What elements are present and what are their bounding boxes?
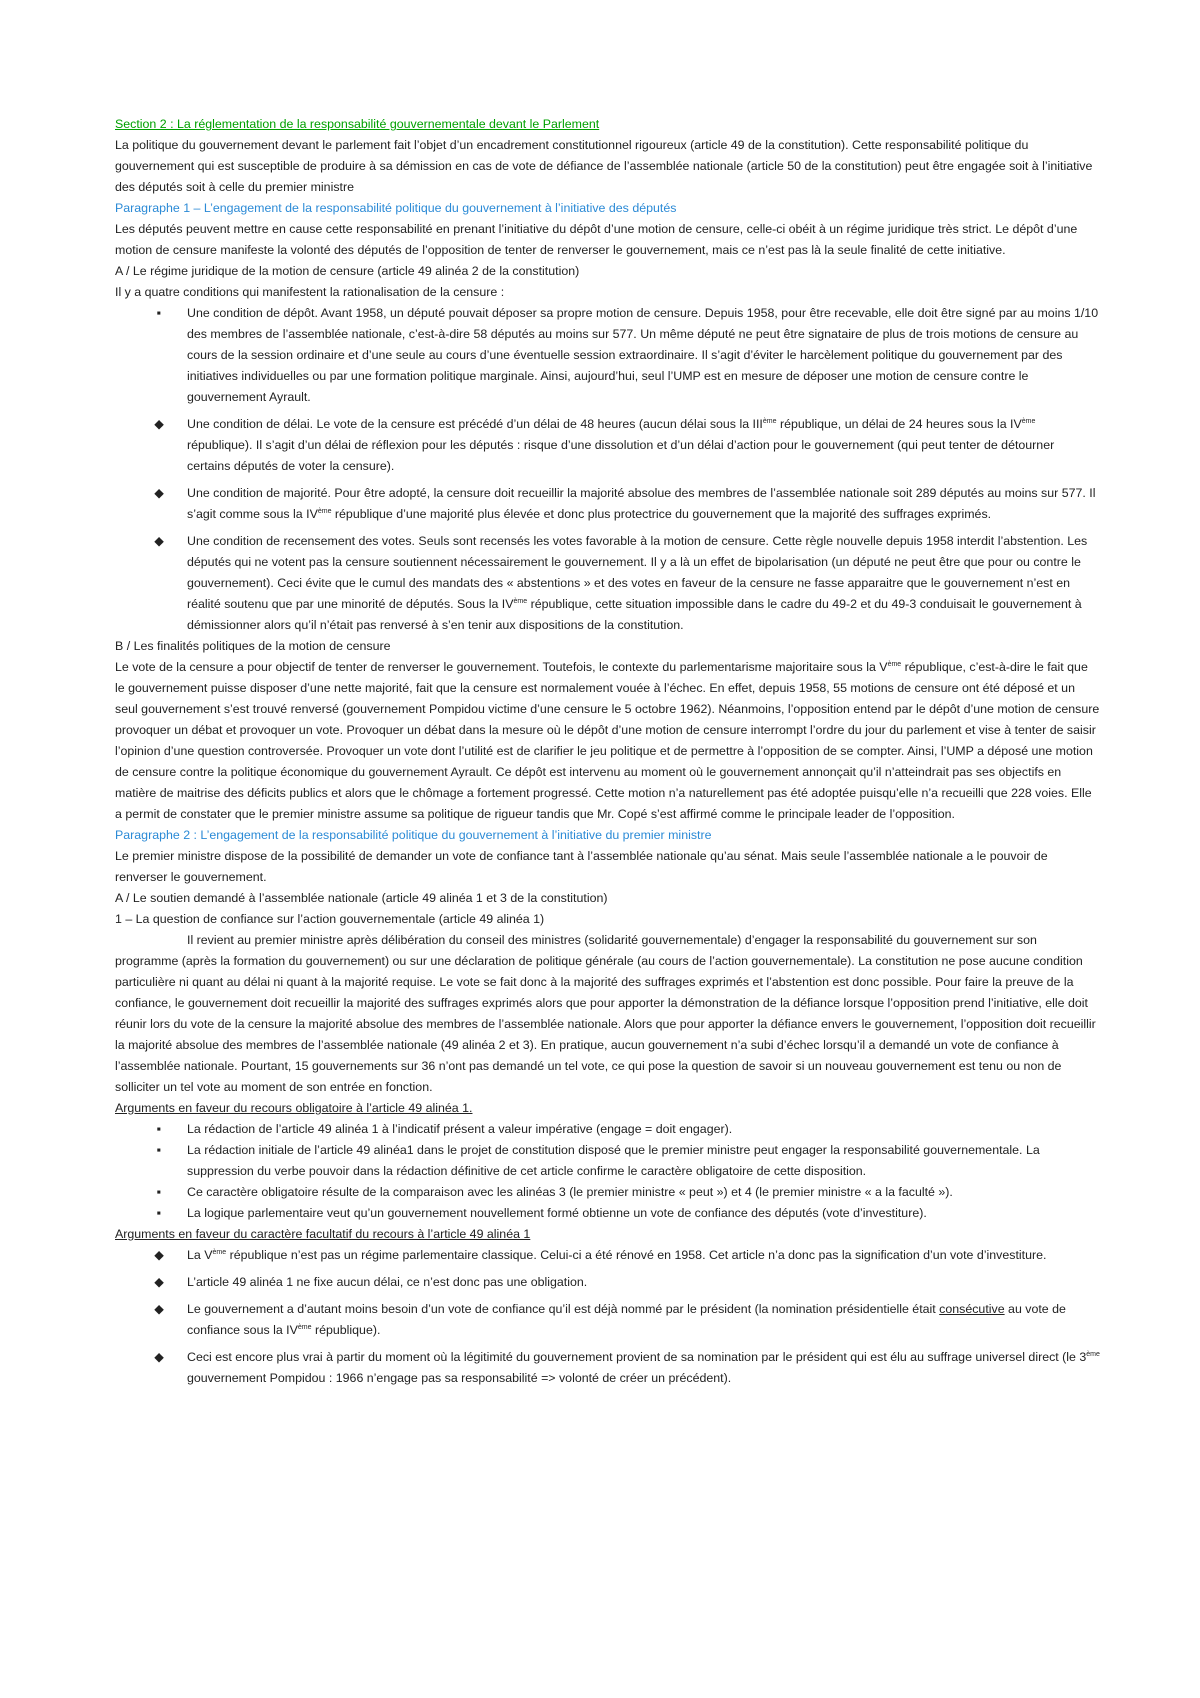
square-bullet-icon: ▪ (156, 1143, 162, 1157)
list-item: ◆ Une condition de délai. Le vote de la censure est précédé d’un délai de 48 heures (aucun délai sous la IIIème république, un délai de 24 heures sous la IVème république). Il s’agit d’un délai de réflexion pour les députés : risque d’une dissolution et d’un délai d’action pour le gouvernement (qui peut tenter de détourner certains députés de voter la censure). (187, 414, 1100, 477)
list-item: ◆ Une condition de recensement des votes. Seuls sont recensés les votes favorable à la motion de censure. Cette règle nouvelle depuis 1958 interdit l’abstention. Les députés qui ne votent pas la censure soutiennent nécessairement le gouvernement. Il y a là un effet de bipolarisation (un député ne peut être que pour ou contre le gouvernement). Ceci évite que le cumul des mandats des « abstentions » et des votes en faveur de la censure ne fasse apparaitre que le gouvernement n’est en réalité soutenu que par une minorité de députés. Sous la IVème république, cette situation impossible dans le cadre du 49-2 et du 49-3 conduisait le gouvernement à démissionner alors qu’il n’était pas renversé à s’en tenir aux dispositions de la constitution. (187, 531, 1100, 636)
diamond-bullet-icon: ◆ (154, 1248, 164, 1262)
paragraph-1-text: Les députés peuvent mettre en cause cette responsabilité en prenant l’initiative du dépôt d’une motion de censure, celle-ci obéit à un régime juridique très strict. Le dépôt d’une motion de censure manifeste la volonté des députés de l’opposition de tenter de renverser le gouvernement, mais ce n’est pas là la seule finalité de cette initiative. (115, 222, 1078, 257)
list-item: ▪ Une condition de dépôt. Avant 1958, un député pouvait déposer sa propre motion de censure. Depuis 1958, pour être recevable, elle doit être signé par au moins 1/10 des membres de l’assemblée nationale, c’est-à-dire 58 députés au moins sur 577. Un même député ne peut être signataire de plus de trois motions de censure au cours de la session ordinaire et d’une seule au cours d’une éventuelle session extraordinaire. Il s’agit d’éviter le harcèlement politique du gouvernement par des initiatives individuelles ou par une formation politique marginale. Ainsi, aujourd’hui, seul l’UMP est en mesure de déposer une motion de censure contre le gouvernement Ayrault. (187, 303, 1100, 408)
heading-b-finalites: B / Les finalités politiques de la motion de censure (115, 639, 391, 653)
args-facultatif-list (115, 1245, 1100, 1389)
list-item: ◆ Le gouvernement a d’autant moins besoin d’un vote de confiance qu’il est déjà nommé par le président (la nomination présidentielle était consécutive au vote de confiance sous la IVème république). (187, 1299, 1100, 1341)
question-confiance-paragraph: Il revient au premier ministre après délibération du conseil des ministres (solidarité gouvernementale) d’engager la responsabilité du gouvernement sur son programme (après la formation du gouvernement) ou sur une déclaration de politique générale (au cours de l’action gouvernementale). La constitution ne pose aucune condition particulière ni quant au délai ni quant à la majorité requise. Le vote se fait donc à la majorité des suffrages exprimés et l’abstention est donc possible. Pour faire la preuve de la confiance, le gouvernement doit recueillir la majorité des suffrages exprimés alors que pour apporter la démonstration de la défiance lorsque l’opposition prend l’initiative, elle doit réunir lors du vote de la censure la majorité absolue des membres de l’assemblée nationale. Alors que pour apporter la défiance envers le gouvernement, l’opposition doit recueillir la majorité absolue des membres de l’assemblée nationale (49 alinéa 2 et 3). En pratique, aucun gouvernement n’a subi d’échec lorsqu’il a demandé un vote de confiance à l’assemblée nationale. Pourtant, 15 gouvernements sur 36 n’ont pas demandé un tel vote, ce qui pose la question de savoir si un nouveau gouvernement est tenu ou non de solliciter un tel vote au moment de son entrée en fonction. (115, 933, 1096, 1094)
diamond-bullet-icon: ◆ (154, 1350, 164, 1364)
args-obligatoire-list (115, 1119, 1100, 1224)
list-item: ▪ La logique parlementaire veut qu’un gouvernement nouvellement formé obtienne un vote de confiance des députés (vote d’investiture). (187, 1203, 1100, 1224)
section-title: Section 2 : La réglementation de la responsabilité gouvernementale devant le Parlement (115, 117, 600, 131)
square-bullet-icon: ▪ (156, 1122, 162, 1136)
args-facultatif-heading: Arguments en faveur du caractère facultatif du recours à l’article 49 alinéa 1 (115, 1227, 531, 1241)
square-bullet-icon: ▪ (156, 1206, 162, 1220)
paragraph-1-title: Paragraphe 1 – L’engagement de la responsabilité politique du gouvernement à l’initiative des députés (115, 201, 677, 215)
list-item: ◆ La Vème république n’est pas un régime parlementaire classique. Celui-ci a été rénové en 1958. Cet article n’a donc pas la signification d’un vote d’investiture. (187, 1245, 1100, 1266)
conditions-intro: Il y a quatre conditions qui manifestent la rationalisation de la censure : (115, 285, 505, 299)
heading-a-soutien: A / Le soutien demandé à l’assemblée nationale (article 49 alinéa 1 et 3 de la constitution) (115, 891, 608, 905)
list-item: ▪ La rédaction de l’article 49 alinéa 1 à l’indicatif présent a valeur impérative (engage = doit engager). (187, 1119, 1100, 1140)
finalites-paragraph: Le vote de la censure a pour objectif de tenter de renverser le gouvernement. Toutefois, le contexte du parlementarisme majoritaire sous la Vème république, c’est-à-dire le fait que le gouvernement puisse disposer d’une nette majorité, fait que la censure est normalement vouée à l’échec. En effet, depuis 1958, 55 motions de censure ont été déposé et un seul gouvernement s’est trouvé renversé (gouvernement Pompidou victime d’une censure le 5 octobre 1962). Néanmoins, l’opposition entend par le dépôt d’une motion de censure provoquer un débat et provoquer un vote. Provoquer un débat dans la mesure où le dépôt d’une motion de censure interrompt l’ordre du jour du parlement et vise à tenter de saisir l’opinion d’une question controversée. Provoquer un vote dont l’utilité est de clarifier le jeu politique et de permettre à l’opposition de se compter. Ainsi, l’UMP a déposé une motion de censure contre la politique économique du gouvernement Ayrault. Ce dépôt est intervenu au moment où le gouvernement annonçait qu’il n’atteindrait pas ses objectifs en matière de maitrise des déficits publics et alors que le chômage a fortement progressé. Cette motion n’a naturellement pas été adoptée puisqu’elle n’a recueilli que 228 voies. Elle a permit de constater que le premier ministre assume sa politique de rigueur tandis que Mr. Copé s’est affirmé comme le principale leader de l’opposition. (115, 660, 1100, 821)
list-item: ◆ Ceci est encore plus vrai à partir du moment où la légitimité du gouvernement provient de sa nomination par le président qui est élu au suffrage universel direct (le 3ème gouvernement Pompidou : 1966 n’engage pas sa responsabilité => volonté de créer un précédent). (187, 1347, 1100, 1389)
diamond-bullet-icon: ◆ (154, 417, 164, 431)
conditions-list (115, 303, 1100, 636)
heading-a-regime: A / Le régime juridique de la motion de censure (article 49 alinéa 2 de la constitution) (115, 264, 580, 278)
paragraph-2-text: Le premier ministre dispose de la possibilité de demander un vote de confiance tant à l’assemblée nationale qu’au sénat. Mais seule l’assemblée nationale a le pouvoir de renverser le gouvernement. (115, 849, 1048, 884)
heading-1-question: 1 – La question de confiance sur l’action gouvernementale (article 49 alinéa 1) (115, 912, 545, 926)
square-bullet-icon: ▪ (156, 1185, 162, 1199)
list-item: ◆ L’article 49 alinéa 1 ne fixe aucun délai, ce n’est donc pas une obligation. (187, 1272, 1100, 1293)
square-bullet-icon: ▪ (156, 306, 162, 320)
diamond-bullet-icon: ◆ (154, 1275, 164, 1289)
diamond-bullet-icon: ◆ (154, 1302, 164, 1316)
diamond-bullet-icon: ◆ (154, 534, 164, 548)
list-item: ▪ La rédaction initiale de l’article 49 alinéa1 dans le projet de constitution disposé que le premier ministre peut engager la responsabilité gouvernementale. La suppression du verbe pouvoir dans la rédaction définitive de cet article confirme le caractère obligatoire de cette disposition. (187, 1140, 1100, 1182)
list-item: ◆ Une condition de majorité. Pour être adopté, la censure doit recueillir la majorité absolue des membres de l’assemblée nationale soit 289 députés au moins sur 577. Il s’agit comme sous la IVème république d’une majorité plus élevée et donc plus protectrice du gouvernement que la majorité des suffrages exprimés. (187, 483, 1100, 525)
args-obligatoire-heading: Arguments en faveur du recours obligatoire à l’article 49 alinéa 1. (115, 1101, 473, 1115)
intro-paragraph: La politique du gouvernement devant le parlement fait l’objet d’un encadrement constitutionnel rigoureux (article 49 de la constitution). Cette responsabilité politique du gouvernement qui est susceptible de produire à sa démission en cas de vote de défiance de l’assemblée nationale (article 50 de la constitution) peut être engagée soit à l’initiative des députés soit à celle du premier ministre (115, 138, 1093, 194)
diamond-bullet-icon: ◆ (154, 486, 164, 500)
document-page (115, 114, 1100, 1395)
list-item: ▪ Ce caractère obligatoire résulte de la comparaison avec les alinéas 3 (le premier ministre « peut ») et 4 (le premier ministre « a la faculté »). (187, 1182, 1100, 1203)
paragraph-2-title: Paragraphe 2 : L’engagement de la responsabilité politique du gouvernement à l’initiative du premier ministre (115, 828, 712, 842)
